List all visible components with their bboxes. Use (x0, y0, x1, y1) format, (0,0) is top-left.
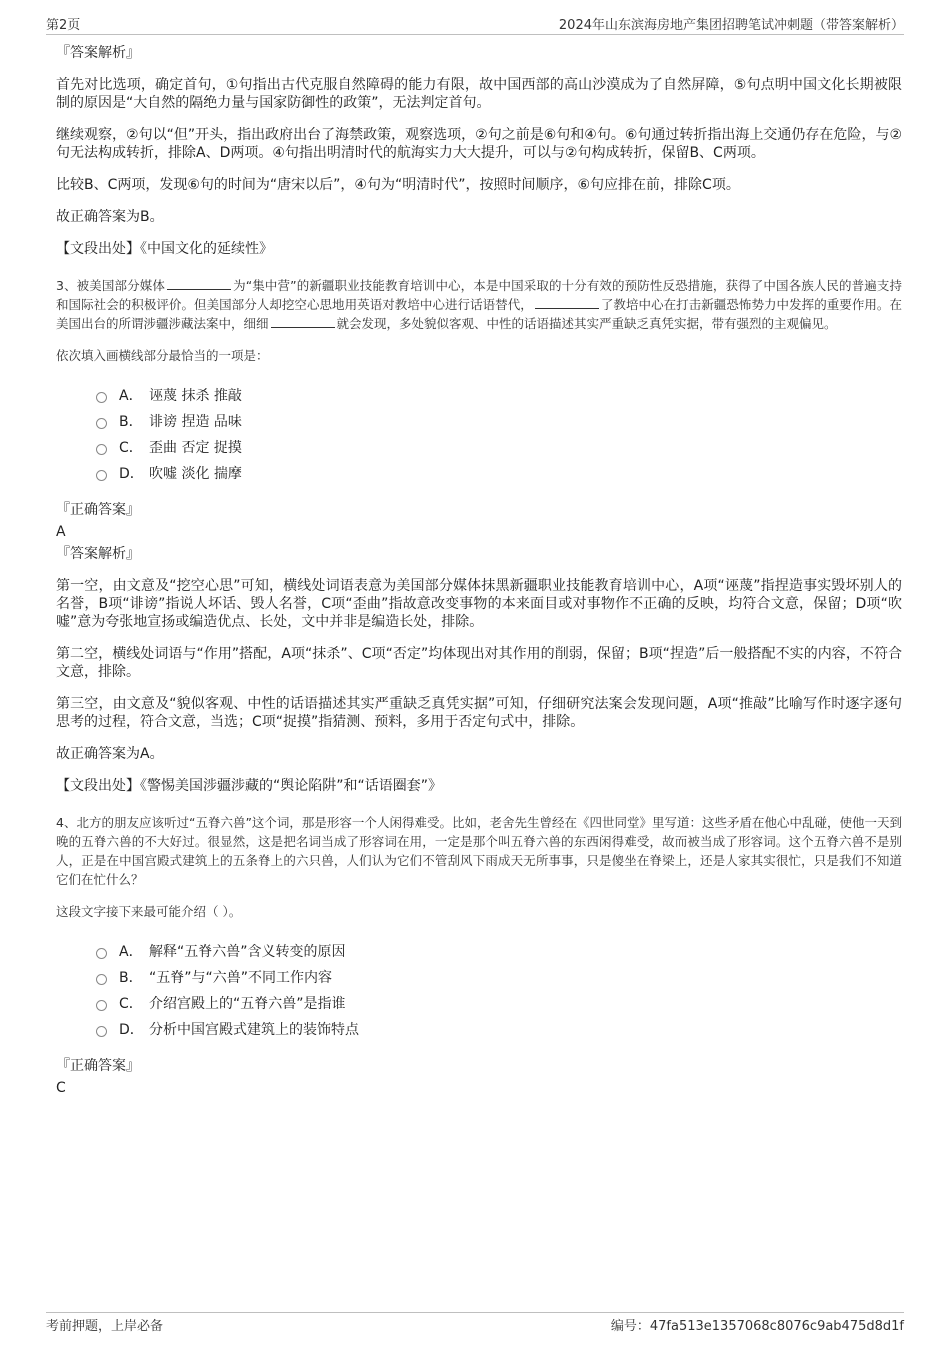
option-letter: A． (119, 388, 143, 404)
radio-icon[interactable] (96, 444, 107, 455)
analysis-paragraph: 第一空，由文意及“挖空心思”可知，横线处词语表意为美国部分媒体抹黑新疆职业技能教育培训中心，A项“诬蔑”指捏造事实毁坏别人的名誉，B项“诽谤”指说人坏话、毁人名誉，C项“歪曲”指故意改变事物的本来面目或对事物作不正确的反映，均符合文意，保留；D项“吹嘘”意为夸张地宣扬或编造优点、长处，文中并非是编造长处，排除。 (56, 578, 902, 630)
question-3-part: 3、被美国部分媒体 (56, 278, 165, 293)
analysis-label: 『答案解析』 (56, 546, 140, 562)
document-body (56, 44, 902, 1101)
question-3-options (96, 387, 902, 491)
analysis-label: 『答案解析』 (56, 45, 140, 61)
option-d[interactable] (96, 465, 902, 491)
page-footer (46, 1312, 904, 1335)
option-letter: B． (119, 970, 143, 986)
analysis-paragraph: 第三空，由文意及“貌似客观、中性的话语描述其实严重缺乏真凭实据”可知，仔细研究法案会发现问题，A项“推敲”比喻写作时逐字逐句思考的过程，符合文意，当选；C项“捉摸”指猜测、预料，多用于否定句式中，排除。 (56, 696, 902, 730)
page-number: 第2页 (46, 18, 81, 33)
document-title: 2024年山东滨海房地产集团招聘笔试冲刺题（带答案解析） (558, 18, 904, 33)
radio-icon[interactable] (96, 470, 107, 481)
radio-icon[interactable] (96, 974, 107, 985)
option-text: 诬蔑 抹杀 推敲 (149, 388, 242, 404)
option-text: “五脊”与“六兽”不同工作内容 (149, 970, 333, 986)
question-4-options (96, 943, 902, 1047)
option-text: 分析中国宫殿式建筑上的装饰特点 (149, 1022, 359, 1038)
option-text: 诽谤 捏造 品味 (149, 414, 242, 430)
question-4-text: 4、北方的朋友应该听过“五脊六兽”这个词，那是形容一个人闲得难受。比如，老舍先生曾经在《四世同堂》里写道：这些矛盾在他心中乱碰，使他一天到晚的五脊六兽的不大好过。很显然，这是把名词当成了形容词在用，一定是那个叫五脊六兽的东西闲得难受，故而被当成了形容词。这个五脊六兽不是别人，正是在中国宫殿式建筑上的五条脊上的六只兽，人们认为它们不管刮风下雨成天无所事事，只是傻坐在脊梁上，还是人家其实很忙，只是我们不知道它们在忙什么？ (56, 815, 902, 887)
option-text: 吹嘘 淡化 揣摩 (149, 466, 242, 482)
question-3-part: 为“集中营”的新疆职业技能教育培训中心，本是中国采取的十分有效的预防性反恐措施，获得了中国各族人民的普遍支持和国际社会的积极评价。但美国部分人却挖空心思地用英语对教培中心进行话语替代， (56, 278, 902, 312)
radio-icon[interactable] (96, 1000, 107, 1011)
question-3-part: 就会发现，多处貌似客观、中性的话语描述其实严重缺乏真凭实据，带有强烈的主观偏见。 (336, 316, 837, 331)
analysis-paragraph: 第二空，横线处词语与“作用”搭配，A项“抹杀”、C项“否定”均体现出对其作用的削弱，保留；B项“捏造”后一般搭配不实的内容，不符合文意，排除。 (56, 646, 902, 680)
question-4-prompt: 这段文字接下来最可能介绍（ ）。 (56, 904, 242, 919)
question-3-prompt: 依次填入画横线部分最恰当的一项是： (56, 348, 269, 363)
footer-slogan: 考前押题，上岸必备 (46, 1319, 164, 1334)
option-text: 介绍宫殿上的“五脊六兽”是指谁 (149, 996, 346, 1012)
fill-blank (271, 315, 335, 328)
option-text: 歪曲 否定 捉摸 (149, 440, 242, 456)
question-3-text (56, 276, 902, 333)
fill-blank (167, 277, 231, 290)
option-a[interactable] (96, 387, 902, 413)
option-a[interactable] (96, 943, 902, 969)
option-letter: D． (119, 466, 144, 482)
option-letter: C． (119, 996, 143, 1012)
option-c[interactable] (96, 439, 902, 465)
option-text: 解释“五脊六兽”含义转变的原因 (149, 944, 346, 960)
option-c[interactable] (96, 995, 902, 1021)
analysis-conclusion: 故正确答案为B。 (56, 209, 164, 225)
analysis-conclusion: 故正确答案为A。 (56, 746, 164, 762)
radio-icon[interactable] (96, 1026, 107, 1037)
radio-icon[interactable] (96, 418, 107, 429)
radio-icon[interactable] (96, 948, 107, 959)
option-letter: B． (119, 414, 143, 430)
option-letter: C． (119, 440, 143, 456)
option-b[interactable] (96, 413, 902, 439)
correct-answer: A (56, 524, 66, 540)
page-header (46, 14, 904, 35)
analysis-paragraph: 首先对比选项，确定首句，①句指出古代克服自然障碍的能力有限，故中国西部的高山沙漠成为了自然屏障，⑤句点明中国文化长期被限制的原因是“大自然的隔绝力量与国家防御性的政策”，无法判定首句。 (56, 77, 902, 111)
correct-answer-label: 『正确答案』 (56, 1058, 140, 1074)
option-letter: D． (119, 1022, 144, 1038)
fill-blank (535, 296, 599, 309)
document-code: 编号：47fa513e1357068c8076c9ab475d8d1f (610, 1319, 904, 1334)
correct-answer-label: 『正确答案』 (56, 502, 140, 518)
source-citation: 【文段出处】《警惕美国涉疆涉藏的“舆论陷阱”和“话语圈套”》 (56, 778, 443, 794)
option-d[interactable] (96, 1021, 902, 1047)
analysis-paragraph: 比较B、C两项，发现⑥句的时间为“唐宋以后”，④句为“明清时代”，按照时间顺序，⑥句应排在前，排除C项。 (56, 177, 740, 193)
analysis-paragraph: 继续观察，②句以“但”开头，指出政府出台了海禁政策，观察选项，②句之前是⑥句和④句。⑥句通过转折指出海上交通仍存在危险，与②句无法构成转折，排除A、D两项。④句指出明清时代的航海实力大大提升，可以与②句构成转折，保留B、C两项。 (56, 127, 902, 161)
question-3-part: 了教培中心在打击新疆恐怖势力中发挥的重要作用。在美国出台的所谓涉疆涉藏法案中，细细 (56, 297, 902, 331)
correct-answer: C (56, 1080, 66, 1096)
radio-icon[interactable] (96, 392, 107, 403)
source-citation: 【文段出处】《中国文化的延续性》 (56, 241, 273, 257)
option-letter: A． (119, 944, 143, 960)
option-b[interactable] (96, 969, 902, 995)
